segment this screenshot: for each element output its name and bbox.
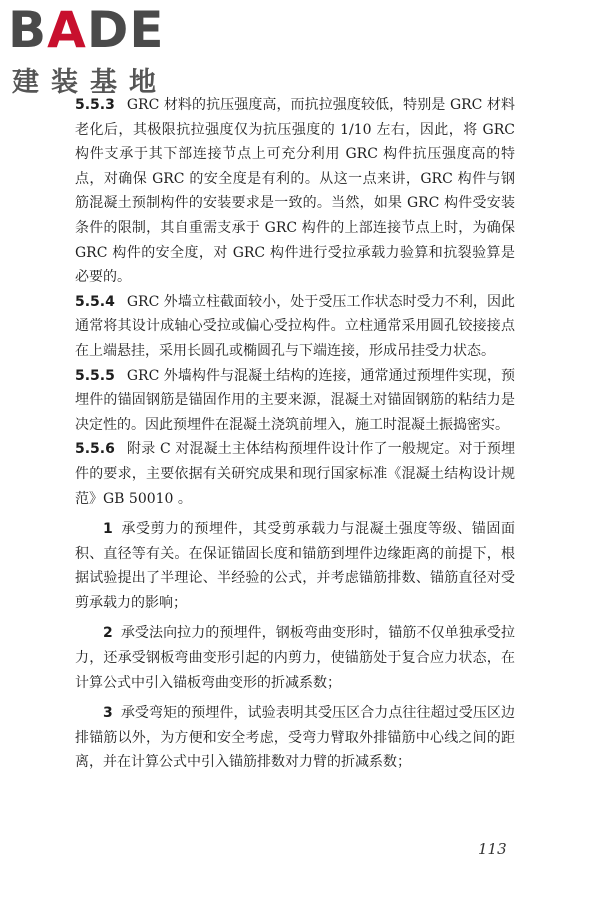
clause-number: 5.5.3 <box>75 97 115 113</box>
page-number: 113 <box>478 840 507 858</box>
item-number: 2 <box>103 625 113 642</box>
logo-accent-letter: A <box>47 1 87 59</box>
item-number: 1 <box>103 521 113 538</box>
clause-text: 附录 C 对混凝土主体结构预埋件设计作了一般规定。对于预埋件的要求，主要依据有关研究成果和现行国家标准《混凝土结构设计规范》GB 50010 。 <box>75 441 515 507</box>
item-number: 3 <box>103 705 113 722</box>
clause-5-5-6 <box>75 437 515 511</box>
clause-text: GRC 材料的抗压强度高，而抗拉强度较低，特别是 GRC 材料老化后，其极限抗拉强度仅为抗压强度的 1/10 左右，因此，将 GRC 构件支承于其下部连接节点上可充分利用 GRC 构件抗压强度高的特点，对确保 GRC 的安全度是有利的。从这一点来讲，GRC 构件与钢筋混凝土预制构件的安装要求是一致的。当然，如果 GRC 构件受安装条件的限制，其自重需支承于 GRC 构件的上部连接节点上时，为确保 GRC 构件的安全度，对 GRC 构件进行受拉承载力验算和抗裂验算是必要的。 <box>75 97 515 286</box>
list-item-1 <box>75 517 515 615</box>
clause-5-5-3 <box>75 93 515 290</box>
clause-5-5-4 <box>75 290 515 364</box>
item-text: 承受法向拉力的预埋件，钢板弯曲变形时，锚筋不仅单独承受拉力，还承受钢板弯曲变形引起的内剪力，使锚筋处于复合应力状态，在计算公式中引入锚板弯曲变形的折减系数； <box>75 625 515 691</box>
logo-subtitle: 建装基地 <box>12 67 168 98</box>
item-text: 承受弯矩的预埋件，试验表明其受压区合力点往往超过受压区边排锚筋以外，为方便和安全考虑，受弯力臂取外排锚筋中心线之间的距离，并在计算公式中引入锚筋排数对力臂的折减系数； <box>75 705 515 771</box>
clause-5-5-5 <box>75 364 515 438</box>
clause-text: GRC 外墙构件与混凝土结构的连接，通常通过预埋件实现，预埋件的锚固钢筋是锚固作用的主要来源，混凝土对锚固钢筋的粘结力是决定性的。因此预埋件在混凝土浇筑前埋入，施工时混凝土振捣密实。 <box>75 367 515 433</box>
item-text: 承受剪力的预埋件，其受剪承载力与混凝土强度等级、锚固面积、直径等有关。在保证锚固长度和锚筋到埋件边缘距离的前提下，根据试验提出了半理论、半经验的公式，并考虑锚筋排数、锚筋直径对受剪承载力的影响； <box>75 521 515 611</box>
logo-brand-text: BADE <box>8 1 165 59</box>
clause-number: 5.5.5 <box>75 367 115 384</box>
list-item-2 <box>75 621 515 695</box>
clause-text: GRC 外墙立柱截面较小，处于受压工作状态时受力不利，因此通常将其设计成轴心受拉或偏心受拉构件。立柱通常采用圆孔铰接接点在上端悬挂，采用长圆孔或椭圆孔与下端连接，形成吊挂受力状态。 <box>75 293 515 359</box>
document-body <box>75 93 515 775</box>
clause-number: 5.5.6 <box>75 441 115 458</box>
list-item-3 <box>75 701 515 775</box>
logo-brand <box>8 2 165 58</box>
bade-logo <box>8 1 178 98</box>
clause-number: 5.5.4 <box>75 293 115 310</box>
